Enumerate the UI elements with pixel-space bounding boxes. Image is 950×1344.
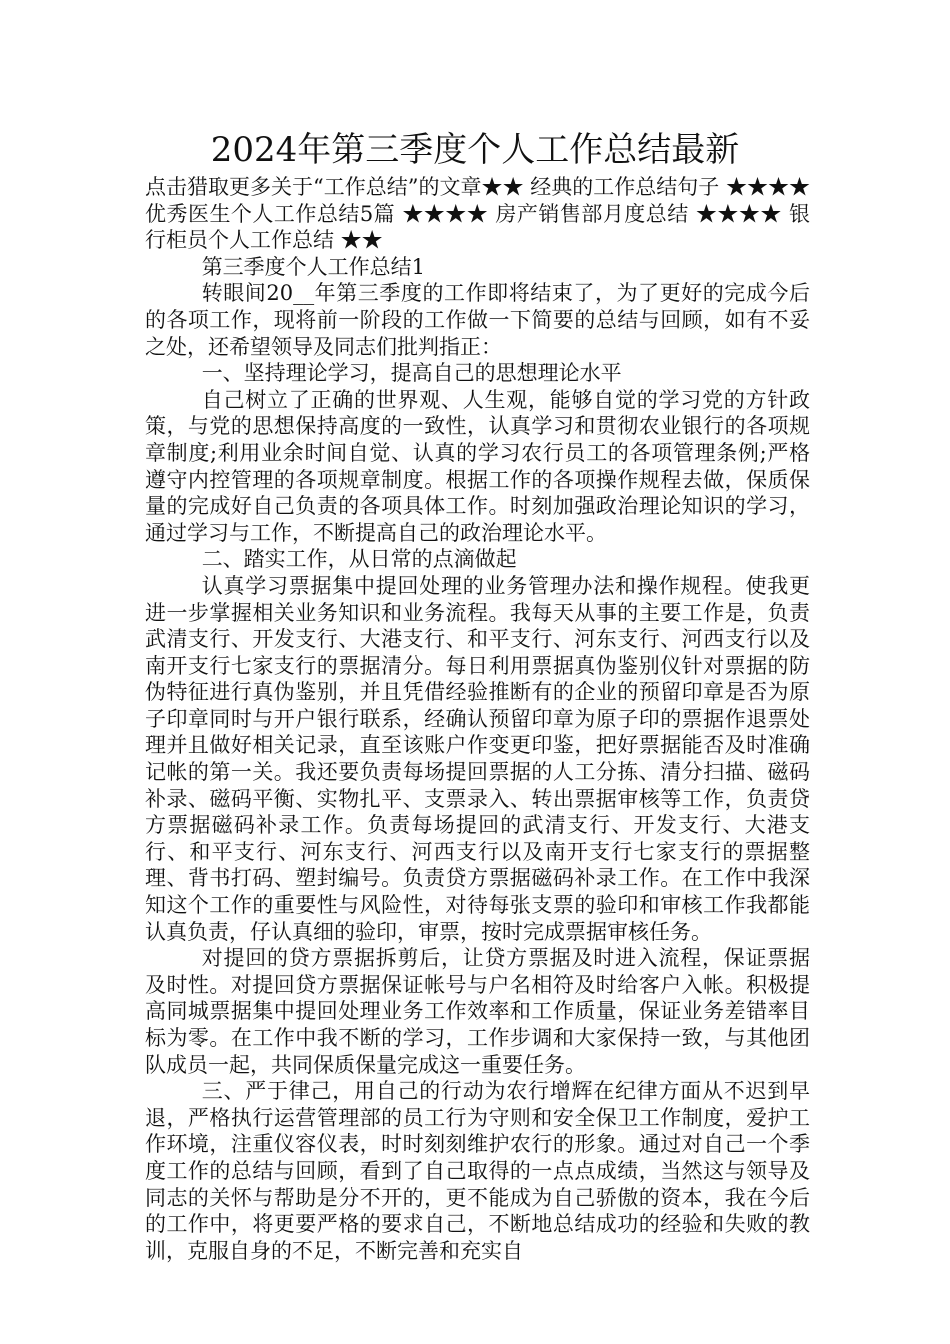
paragraph-self-discipline: 三、严于律己，用自己的行动为农行增辉在纪律方面从不迟到早退，严格执行运营管理部的员工行为守则和安全保卫工作制度，爱护工作环境，注重仪容仪表，时时刻刻维护农行的形象。通过对自己一个季度工作的总结与回顾，看到了自己取得的一点点成绩，当然这与领导及同志的关怀与帮助是分不开的，更不能成为自己骄傲的资本，我在今后的工作中，将更要严格的要求自己，不断地总结成功的经验和失败的教训，克服自身的不足，不断完善和充实自 bbox=[145, 1079, 810, 1263]
related-articles-links[interactable]: 点击猎取更多关于“工作总结”的文章★★ 经典的工作总结句子 ★★★★ 优秀医生个人工作总结5篇 ★★★★ 房产销售部月度总结 ★★★★ 银行柜员个人工作总结 ★★ bbox=[145, 175, 810, 253]
document-body bbox=[145, 174, 810, 1264]
document-title: 2024年第三季度个人工作总结最新 bbox=[210, 130, 740, 170]
paragraph-daily-work: 认真学习票据集中提回处理的业务管理办法和操作规程。使我更进一步掌握相关业务知识和业务流程。我每天从事的主要工作是，负责武清支行、开发支行、大港支行、和平支行、河东支行、河西支行以及南开支行七家支行的票据清分。每日利用票据真伪鉴别仪针对票据的防伪特征进行真伪鉴别，并且凭借经验推断有的企业的预留印章是否为原子印章同时与开户银行联系，经确认预留印章为原子印的票据作退票处理并且做好相关记录，直至该账户作变更印鉴，把好票据能否及时准确记帐的第一关。我还要负责每场提回票据的人工分拣、清分扫描、磁码补录、磁码平衡、实物扎平、支票录入、转出票据审核等工作，负责贷方票据磁码补录工作。负责每场提回的武清支行、开发支行、大港支行、和平支行、河东支行、河西支行以及南开支行七家支行的票据整理、背书打码、塑封编号。负责贷方票据磁码补录工作。在工作中我深知这个工作的重要性与风险性，对待每张支票的验印和审核工作我都能认真负责，仔认真细的验印，审票，按时完成票据审核任务。 bbox=[145, 573, 810, 944]
heading-theory-study: 一、坚持理论学习，提高自己的思想理论水平 bbox=[201, 361, 622, 386]
heading-daily-work: 二、踏实工作，从日常的点滴做起 bbox=[201, 547, 517, 572]
paragraph-intro: 转眼间20__年第三季度的工作即将结束了，为了更好的完成今后的各项工作，现将前一阶段的工作做一下简要的总结与回顾，如有不妥之处，还希望领导及同志们批判指正： bbox=[145, 281, 810, 359]
paragraph-credit-bills: 对提回的贷方票据拆剪后，让贷方票据及时进入流程，保证票据及时性。对提回贷方票据保证帐号与户名相符及时给客户入帐。积极提高同城票据集中提回处理业务工作效率和工作质量，保证业务差错率目标为零。在工作中我不断的学习，工作步调和大家保持一致，与其他团队成员一起，共同保质保量完成这一重要任务。 bbox=[145, 946, 810, 1077]
section-heading: 第三季度个人工作总结1 bbox=[201, 254, 426, 279]
paragraph-theory-study: 自己树立了正确的世界观、人生观，能够自觉的学习党的方针政策，与党的思想保持高度的一致性，认真学习和贯彻农业银行的各项规章制度;利用业余时间自觉、认真的学习农行员工的各项管理条例;严格遵守内控管理的各项规章制度。根据工作的各项操作规程去做，保质保量的完成好自己负责的各项具体工作。时刻加强政治理论知识的学习，通过学习与工作，不断提高自己的政治理论水平。 bbox=[145, 387, 810, 545]
